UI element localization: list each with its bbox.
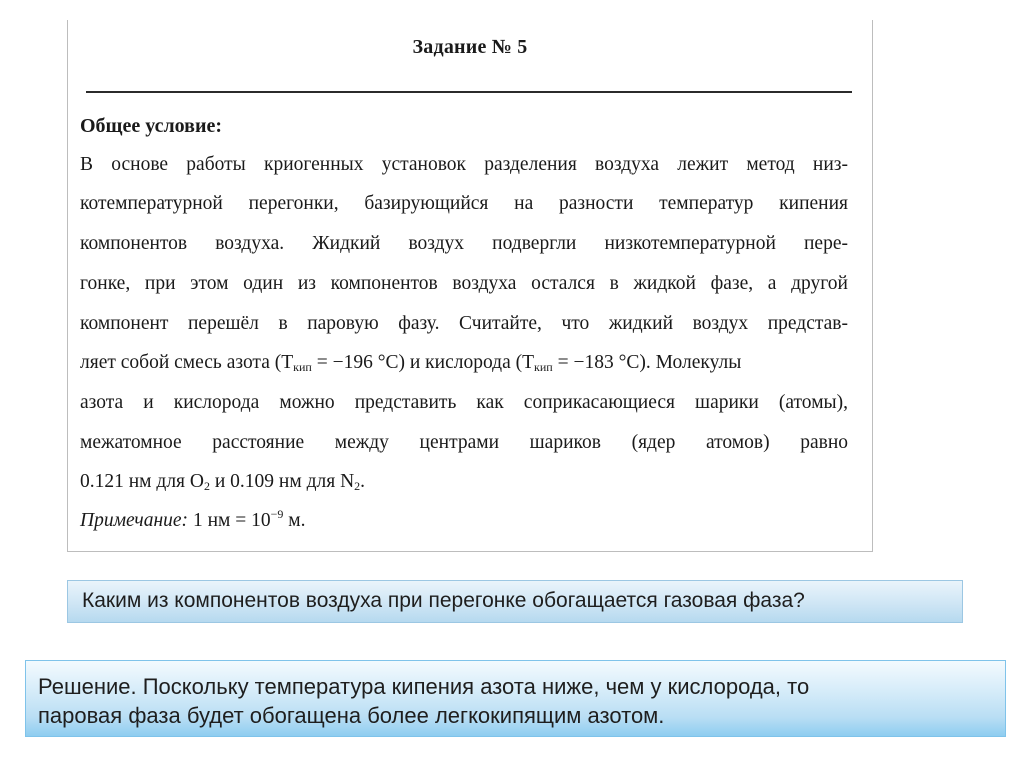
answer-box: [25, 660, 1006, 737]
note-text: 1 нм = 10: [188, 510, 271, 531]
question-text: Каким из компонентов воздуха при перегонке обогащается газовая фаза?: [82, 589, 805, 612]
answer-line-1: Решение. Поскольку температура кипения азота ниже, чем у кислорода, то: [38, 674, 810, 699]
condition-line-4: гонке, при этом один из компонентов воздуха остался в жидкой фазе, а другой: [80, 273, 848, 294]
condition-line-7: азота и кислорода можно представить как соприкасающиеся шарики (атомы),: [80, 392, 848, 413]
condition-line-6: [80, 352, 848, 374]
condition-line-9: [80, 471, 848, 493]
oxygen-subscript: 2: [203, 479, 210, 493]
line9-text-1: 0.121 нм для O: [80, 471, 204, 492]
line6-text-1: ляет собой смесь азота (Т: [80, 352, 294, 373]
note-line: [80, 507, 848, 532]
boiling-subscript-oxygen: кип: [534, 360, 553, 374]
question-box: [67, 580, 963, 623]
line9-text-2: и 0.109 нм для N: [209, 471, 355, 492]
task-title: Задание № 5: [412, 36, 528, 58]
condition-line-3: компонентов воздуха. Жидкий воздух подвергли низкотемпературной пере-: [80, 233, 848, 254]
condition-heading: Общее условие:: [80, 115, 223, 137]
line6-text-3: = −183 °С). Молекулы: [552, 352, 742, 373]
note-exponent: −9: [270, 507, 284, 521]
task-card: [67, 20, 873, 552]
note-label: Примечание:: [80, 510, 189, 531]
line6-text-2: = −196 °С) и кислорода (Т: [311, 352, 535, 373]
condition-line-2: котемпературной перегонки, базирующийся на разности температур кипения: [80, 193, 848, 214]
nitrogen-subscript: 2: [354, 479, 361, 493]
note-tail: м.: [283, 510, 306, 531]
condition-line-8: межатомное расстояние между центрами шариков (ядер атомов) равно: [80, 432, 848, 453]
condition-line-5: компонент перешёл в паровую фазу. Считайте, что жидкий воздух представ-: [80, 313, 848, 334]
title-divider: [86, 91, 852, 93]
answer-line-2: паровая фаза будет обогащена более легкокипящим азотом.: [38, 703, 665, 728]
condition-line-1: В основе работы криогенных установок разделения воздуха лежит метод низ-: [80, 154, 848, 175]
boiling-subscript-nitrogen: кип: [293, 360, 312, 374]
line9-text-3: .: [360, 471, 366, 492]
